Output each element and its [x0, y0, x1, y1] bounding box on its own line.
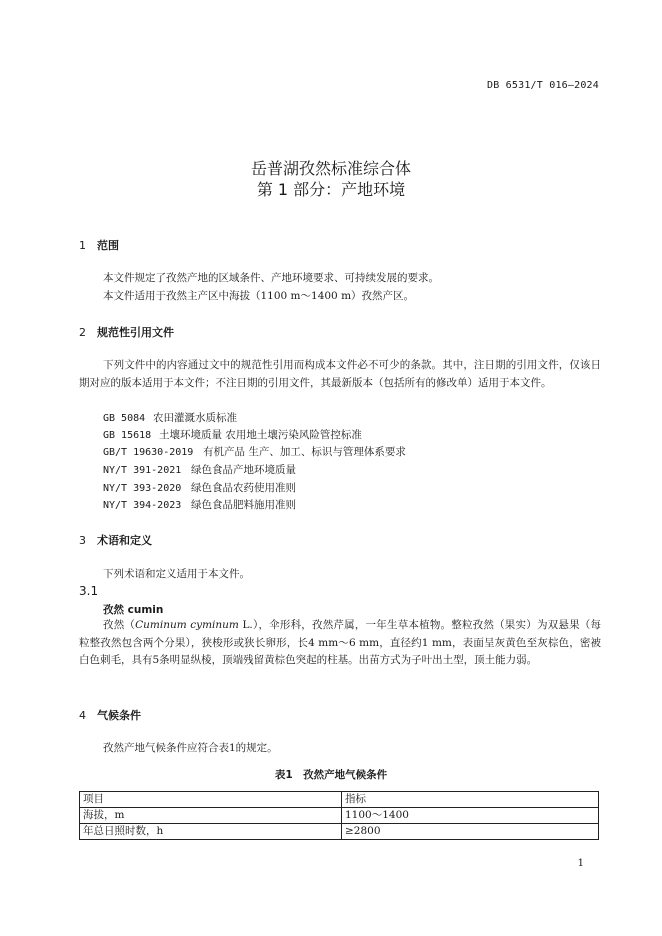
table-header-row: [80, 792, 599, 808]
reference-code: NY/T 394-2023: [103, 500, 182, 511]
reference-name: 农田灌溉水质标准: [153, 412, 237, 424]
definition-text: L.），伞形科，孜然芹属，一年生草本植物。整粒孜然（果实）为双悬果（每粒整孜然包含两个分果），狭梭形或狭长卵形，长4 mm～6 mm，直径约1 mm，表面呈灰黄色至灰棕色，密被白色刺毛，具有5条明显纵棱，顶端残留黄棕色突起的柱基。出苗方式为子叶出土型，顶土能力弱。: [79, 619, 602, 666]
paragraph: 孜然产地气候条件应符合表1的规定。: [103, 742, 278, 754]
reference-item: [103, 444, 406, 459]
reference-code: GB/T 19630-2019: [103, 447, 194, 458]
term-number: 3.1: [79, 584, 99, 598]
definition-text: 孜然（: [103, 619, 136, 631]
section-heading-terms: [79, 532, 152, 548]
section-title: 气候条件: [97, 709, 141, 722]
paragraph: 下列文件中的内容通过文中的规范性引用而构成本文件必不可少的条款。其中，注日期的引用文件，仅该日期对应的版本适用于本文件；不注日期的引用文件，其最新版本（包括所有的修改单）适用于本文件。: [79, 359, 601, 389]
document-title: 岳普湖孜然标准综合体: [250, 159, 411, 178]
reference-code: NY/T 391-2021: [103, 465, 182, 476]
latin-name: Cuminum cyminum: [135, 619, 239, 631]
reference-item: [103, 427, 362, 442]
table-cell: ≥2800: [342, 824, 599, 840]
reference-name: 有机产品 生产、加工、标识与管理体系要求: [203, 446, 406, 458]
paragraph: 本文件适用于孜然主产区中海拔（1100 m～1400 m）孜然产区。: [103, 290, 415, 302]
section-number: 3: [79, 534, 86, 547]
section-title: 范围: [97, 239, 119, 252]
climate-conditions-table: [79, 791, 599, 840]
section-heading-climate: [79, 707, 141, 723]
term-title: 孜然 cumin: [103, 604, 164, 616]
reference-name: 绿色食品肥料施用准则: [191, 499, 296, 511]
section-heading-normative-references: [79, 324, 174, 340]
document-subtitle: 第 1 部分：产地环境: [256, 180, 406, 199]
reference-name: 土壤环境质量 农用地土壤污染风险管控标准: [159, 429, 362, 441]
reference-item: [103, 497, 296, 512]
reference-item: [103, 410, 237, 425]
section-number: 2: [79, 326, 86, 339]
paragraph: 本文件规定了孜然产地的区域条件、产地环境要求、可持续发展的要求。: [103, 272, 439, 284]
section-heading-scope: [79, 237, 119, 253]
reference-code: GB 15618: [103, 430, 152, 441]
reference-name: 绿色食品农药使用准则: [191, 482, 296, 494]
paragraph: 下列术语和定义适用于本文件。: [103, 568, 250, 580]
table-header-cell: 项目: [80, 792, 342, 808]
reference-item: [103, 480, 296, 495]
section-number: 1: [79, 239, 86, 252]
term-definition: [79, 617, 601, 670]
section-title: 规范性引用文件: [97, 326, 174, 339]
document-number: DB 6531/T 016—2024: [487, 80, 599, 91]
reference-name: 绿色食品产地环境质量: [191, 464, 296, 476]
section-title: 术语和定义: [97, 534, 152, 547]
reference-item: [103, 462, 296, 477]
table-cell: 年总日照时数，h: [80, 824, 342, 840]
table-row: [80, 824, 599, 840]
table-cell: 海拔，m: [80, 808, 342, 824]
table-row: [80, 808, 599, 824]
table-cell: 1100～1400: [342, 808, 599, 824]
table-header-cell: 指标: [342, 792, 599, 808]
page-number: 1: [577, 858, 584, 869]
table-caption: 表1 孜然产地气候条件: [274, 769, 388, 781]
reference-code: GB 5084: [103, 413, 146, 424]
reference-code: NY/T 393-2020: [103, 483, 182, 494]
section-number: 4: [79, 709, 86, 722]
